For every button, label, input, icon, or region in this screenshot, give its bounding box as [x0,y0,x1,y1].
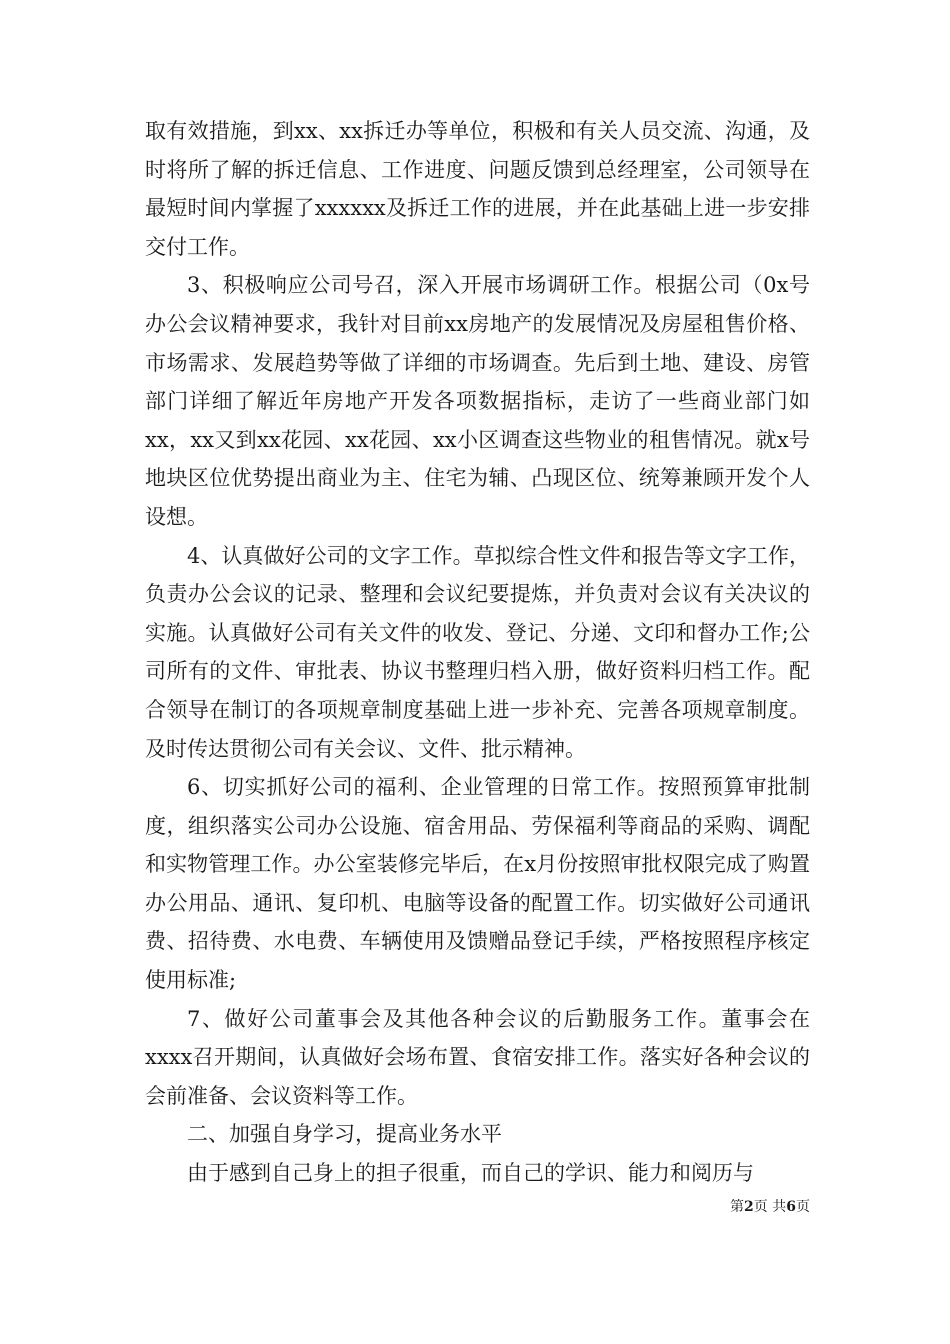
paragraph-continuation: 取有效措施，到xx、xx拆迁办等单位，积极和有关人员交流、沟通，及时将所了解的拆迁信息、工作进度、问题反馈到总经理室，公司领导在最短时间内掌握了xxxxxx及拆迁工作的进展，并在此基础上进一步安排交付工作。 [145,119,810,259]
current-page-number: 2 [744,1199,754,1215]
paragraph-item-7: 7、做好公司董事会及其他各种会议的后勤服务工作。董事会在xxxx召开期间，认真做好会场布置、食宿安排工作。落实好各种会议的会前准备、会议资料等工作。 [145,1006,810,1108]
document-body [145,112,810,1193]
paragraph-item-6: 6、切实抓好公司的福利、企业管理的日常工作。按照预算审批制度，组织落实公司办公设施、宿舍用品、劳保福利等商品的采购、调配和实物管理工作。办公室装修完毕后，在x月份按照审批权限完成了购置办公用品、通讯、复印机、电脑等设备的配置工作。切实做好公司通讯费、招待费、水电费、车辆使用及馈赠品登记手续，严格按照程序核定使用标准; [145,775,810,993]
page-number-footer [700,1196,810,1216]
paragraph-item-3: 3、积极响应公司号召，深入开展市场调研工作。根据公司（0x号办公会议精神要求，我针对目前xx房地产的发展情况及房屋租售价格、市场需求、发展趋势等做了详细的市场调查。先后到土地、建设、房管部门详细了解近年房地产开发各项数据指标，走访了一些商业部门如xx，xx又到xx花园、xx花园、xx小区调查这些物业的租售情况。就x号地块区位优势提出商业为主、住宅为辅、凸现区位、统筹兼顾开发个人设想。 [145,273,810,529]
footer-suffix: 页 [796,1199,810,1215]
footer-prefix: 第 [730,1199,745,1215]
paragraph-item-4: 4、认真做好公司的文字工作。草拟综合性文件和报告等文字工作，负责办公会议的记录、整理和会议纪要提炼，并负责对会议有关决议的实施。认真做好公司有关文件的收发、登记、分递、文印和督办工作;公司所有的文件、审批表、协议书整理归档入册，做好资料归档工作。配合领导在制订的各项规章制度基础上进一步补充、完善各项规章制度。及时传达贯彻公司有关会议、文件、批示精神。 [145,543,810,761]
paragraph-section-start: 由于感到自己身上的担子很重，而自己的学识、能力和阅历与 [187,1161,754,1186]
total-pages-number: 6 [786,1199,796,1215]
footer-middle: 页 共 [753,1199,787,1215]
section-heading: 二、加强自身学习，提高业务水平 [187,1122,502,1147]
